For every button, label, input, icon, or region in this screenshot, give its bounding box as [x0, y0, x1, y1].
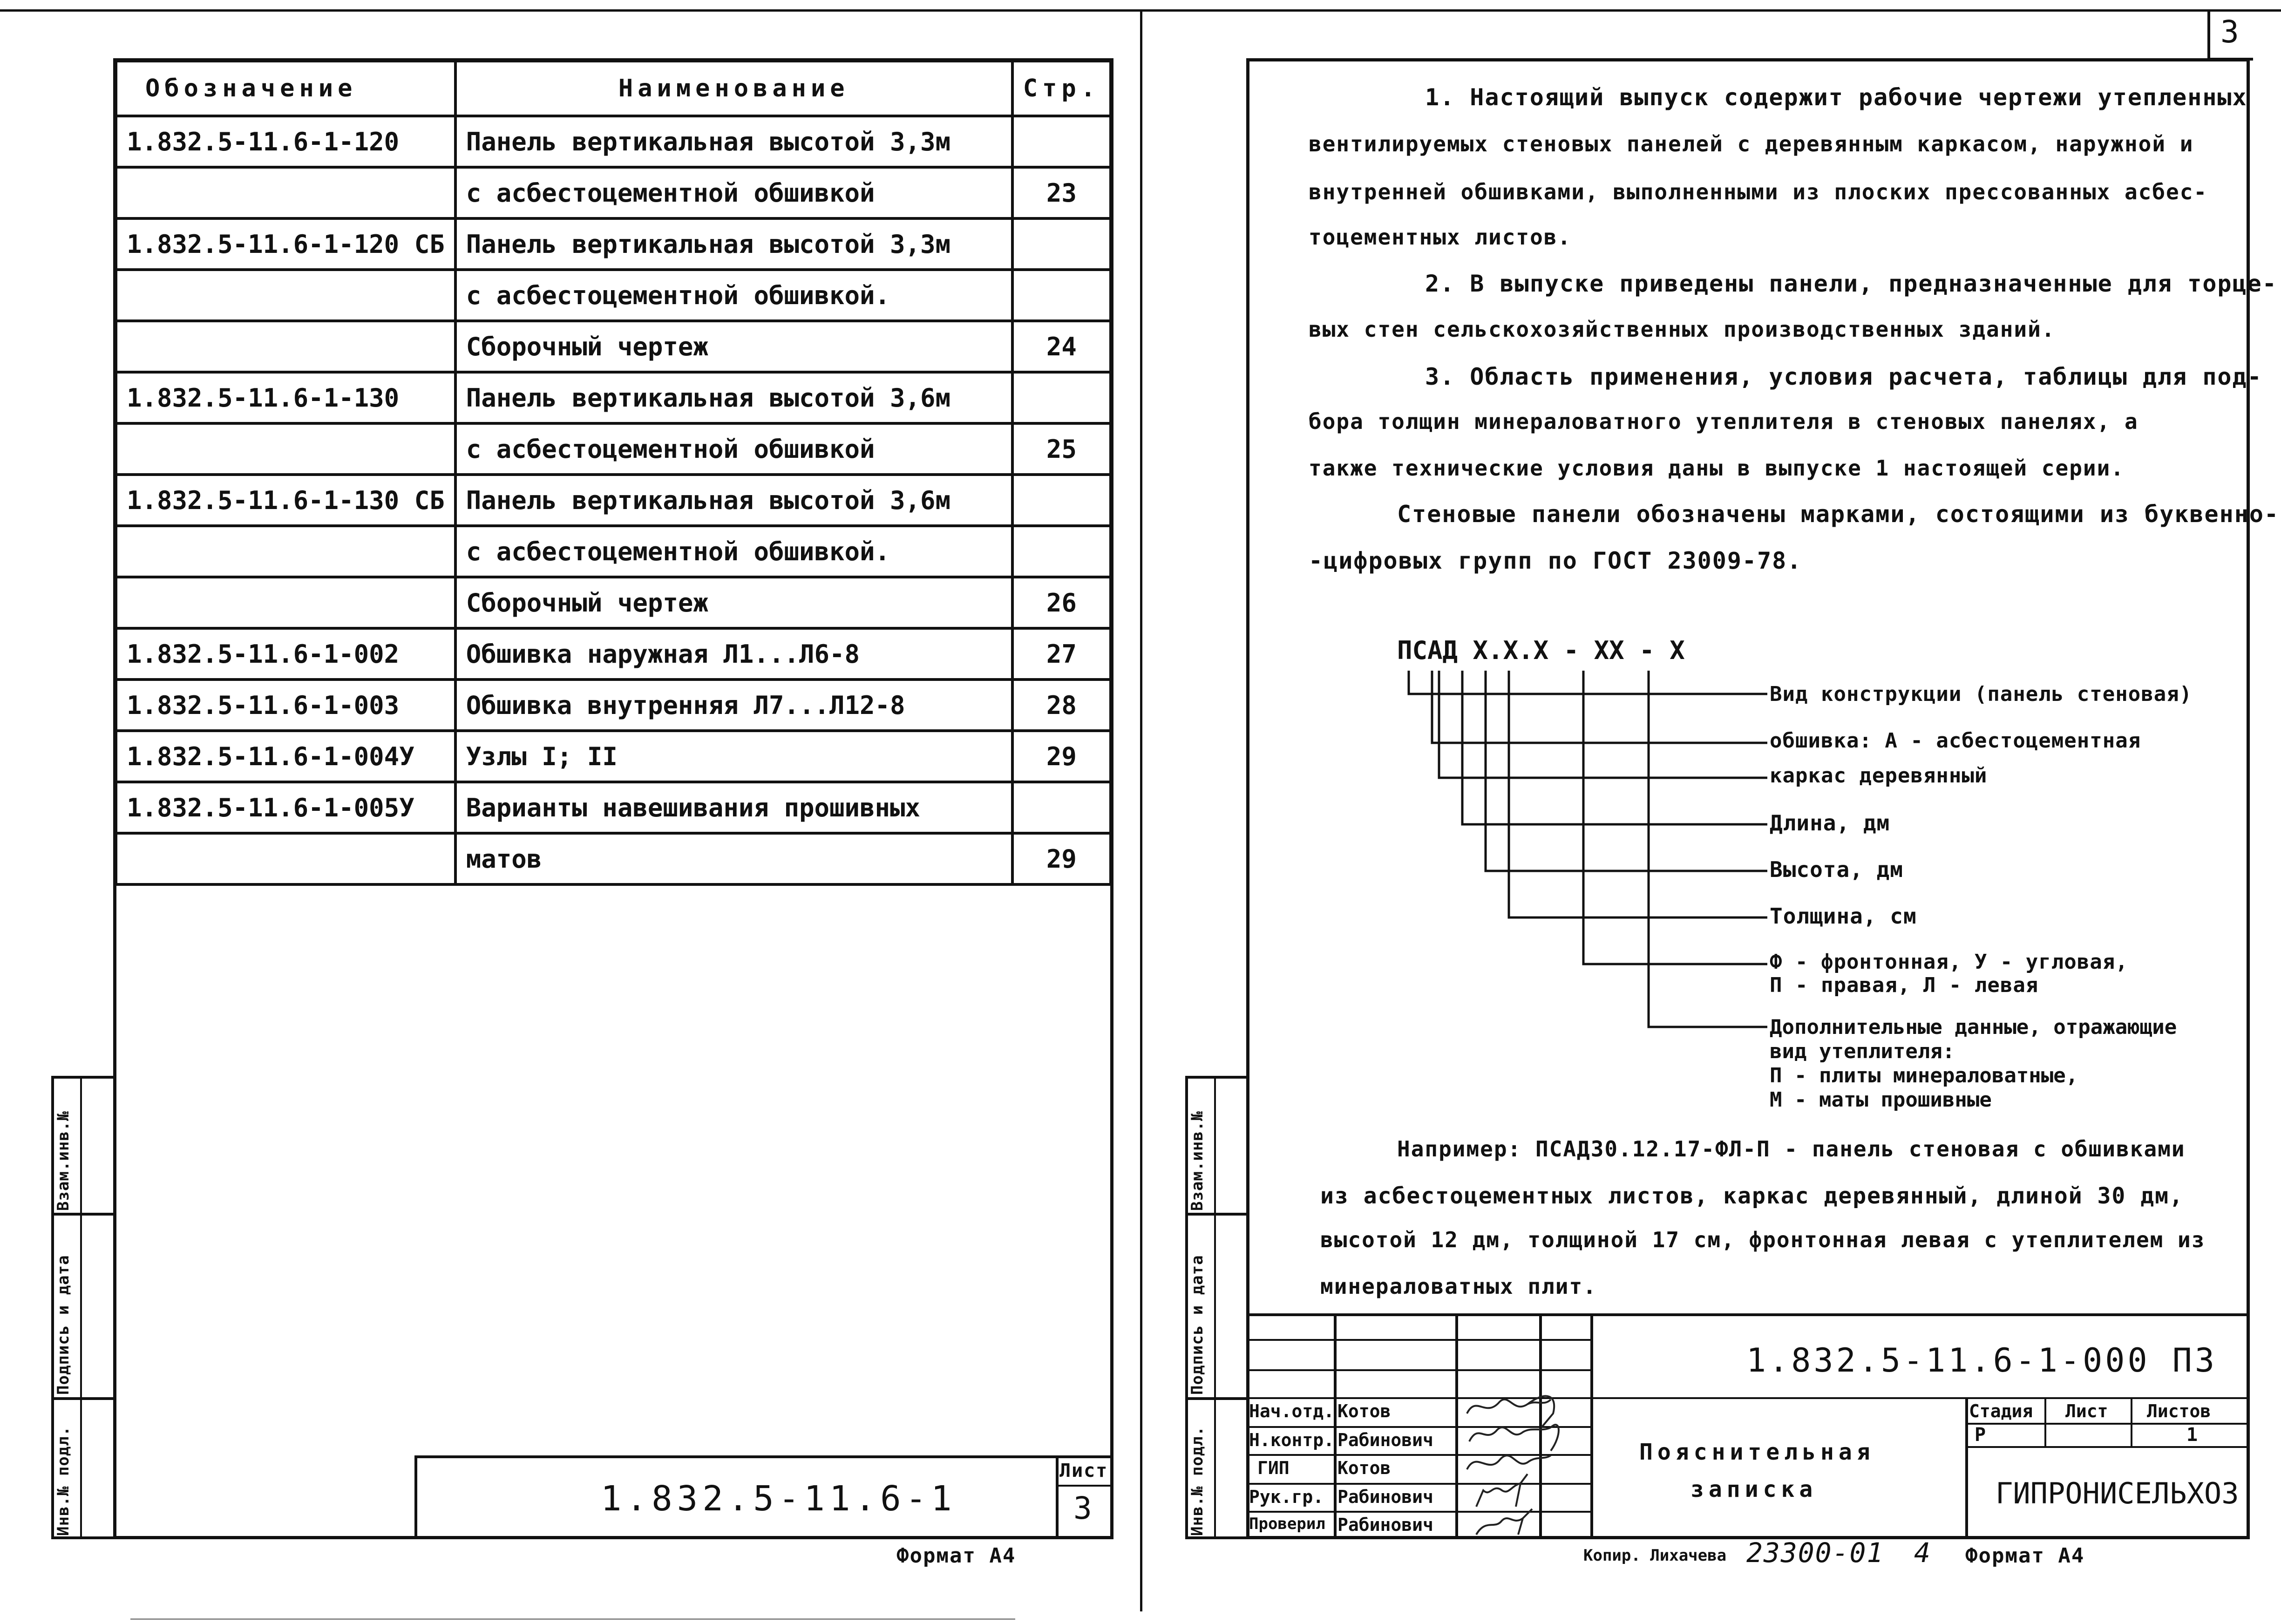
tb-title-2: записка [1690, 1476, 1818, 1502]
scheme-mark: ПСАД X.X.X - XX - X [1397, 636, 1685, 665]
table-row: 1.832.5-11.6-1-005У Варианты навешивания прошивных [116, 782, 1111, 833]
table-row: с асбестоцементной обшивкой 25 [116, 423, 1111, 475]
table-row: 1.832.5-11.6-1-002 Обшивка наружная Л1...Л6-8 27 [116, 628, 1111, 679]
order-sheet: 4 [1914, 1537, 1931, 1569]
table-row: 1.832.5-11.6-1-130 Панель вертикальная высотой 3,6м [116, 372, 1111, 423]
left-sidebar-podpis-label: Подпись и дата [54, 1255, 73, 1395]
tb-sheets-label: Листов [2147, 1401, 2211, 1421]
legend-line: Ф - фронтонная, У - угловая, [1770, 950, 2128, 974]
tb-stage-label: Стадия [1969, 1401, 2033, 1421]
legend-line: вид утеплителя: [1770, 1040, 1955, 1063]
right-format: Формат А4 [1965, 1544, 2085, 1568]
legend-line: М - маты прошивные [1770, 1088, 1992, 1112]
page-number: 3 [2220, 14, 2240, 50]
bottom-edge [130, 1618, 1015, 1620]
tb-name: Котов [1337, 1458, 1391, 1478]
tb-name: Котов [1337, 1401, 1391, 1421]
tb-role: Проверил [1249, 1515, 1325, 1533]
left-sidebar-divider [80, 1076, 82, 1539]
tb-code: 1.832.5-11.6-1-000 ПЗ [1746, 1341, 2218, 1379]
paragraph-line: Стеновые панели обозначены марками, состоящими из буквенно- [1397, 501, 2280, 528]
paragraph-line: бора толщин минераловатного утеплителя в стеновых панелях, а [1309, 409, 2138, 434]
legend-line: Дополнительные данные, отражающие [1770, 1015, 2177, 1039]
tb-stage-divider [2131, 1397, 2132, 1446]
copy-label: Копир. Лихачева [1583, 1546, 1727, 1565]
header-designation: Обозначение [116, 61, 455, 116]
tb-title-right [1965, 1397, 1968, 1539]
example-line: из асбестоцементных листов, каркас деревянный, длиной 30 дм, [1320, 1183, 2184, 1209]
tb-title-1: Пояснительная [1639, 1439, 1875, 1465]
contents-table [115, 60, 1112, 886]
left-format: Формат А4 [896, 1544, 1016, 1568]
tb-role: Рук.гр. [1249, 1487, 1324, 1507]
paragraph-line: внутренней обшивками, выполненными из плоских прессованных асбес- [1309, 179, 2208, 204]
paragraph-line: -цифровых групп по ГОСТ 23009-78. [1309, 547, 1802, 574]
tb-stage-line [1965, 1423, 2250, 1425]
paragraph-line: вых стен сельскохозяйственных производственных зданий. [1309, 317, 2056, 342]
example-line: минераловатных плит. [1320, 1274, 1597, 1299]
tb-stage-divider [2044, 1397, 2046, 1446]
right-page [1141, 0, 2281, 1624]
right-sidebar-podpis-label: Подпись и дата [1188, 1255, 1207, 1395]
table-row: матов 29 [116, 833, 1111, 884]
table-row: 1.832.5-11.6-1-004У Узлы I; II 29 [116, 731, 1111, 782]
left-stamp-sheet-line [1056, 1485, 1113, 1487]
left-stamp-code: 1.832.5-11.6-1 [601, 1479, 957, 1519]
right-sidebar-divider [1214, 1076, 1216, 1539]
tb-name: Рабинович [1337, 1430, 1433, 1450]
legend-line: П - правая, Л - левая [1770, 973, 2039, 997]
legend-line: Длина, дм [1770, 810, 1890, 836]
table-row: 1.832.5-11.6-1-120 Панель вертикальная высотой 3,3м [116, 116, 1111, 167]
legend-line: П - плиты минераловатные, [1770, 1064, 2078, 1087]
paragraph-line: 2. В выпуске приведены панели, предназначенные для торце- [1425, 270, 2277, 297]
left-sidebar-inv-label: Инв.№ подл. [54, 1426, 73, 1536]
example-line: высотой 12 дм, толщиной 17 см, фронтонная левая с утеплителем из [1320, 1227, 2206, 1252]
paragraph-line: вентилируемых стеновых панелей с деревянным каркасом, наружной и [1309, 131, 2194, 156]
header-page: Стр. [1012, 61, 1111, 116]
tb-hline [1246, 1369, 1591, 1371]
tb-org: ГИПРОНИСЕЛЬХОЗ [1996, 1476, 2239, 1510]
legend-line: Толщина, см [1770, 904, 1917, 929]
header-name: Наименование [455, 61, 1012, 116]
table-row: 1.832.5-11.6-1-130 СБ Панель вертикальная высотой 3,6м [116, 475, 1111, 526]
table-row: с асбестоцементной обшивкой. [116, 270, 1111, 321]
legend-line: Высота, дм [1770, 857, 1903, 882]
table-row: с асбестоцементной обшивкой 23 [116, 167, 1111, 218]
legend-line: каркас деревянный [1770, 764, 1988, 788]
order-no: 23300-01 [1746, 1537, 1884, 1569]
tb-stage-line [1965, 1446, 2250, 1448]
legend-line: Вид конструкции (панель стеновая) [1770, 682, 2193, 706]
paragraph-line: 1. Настоящий выпуск содержит рабочие чертежи утепленных [1425, 84, 2247, 111]
table-row: 1.832.5-11.6-1-003 Обшивка внутренняя Л7...Л12-8 28 [116, 679, 1111, 731]
right-sidebar-inv-label: Инв.№ подл. [1188, 1426, 1207, 1536]
paragraph-line: также технические условия даны в выпуске 1 настоящей серии. [1309, 455, 2125, 481]
table-row: Сборочный чертеж 26 [116, 577, 1111, 628]
tb-hline [1246, 1397, 2250, 1399]
paragraph-line: 3. Область применения, условия расчета, таблицы для под- [1425, 363, 2262, 390]
tb-sheets: 1 [2186, 1424, 2199, 1446]
example-line: Например: ПСАД30.12.17-ФЛ-П - панель стеновая с обшивками [1397, 1136, 2186, 1162]
left-sheet-number: 3 [1073, 1490, 1093, 1526]
left-stamp-divider [1056, 1455, 1059, 1539]
tb-name: Рабинович [1337, 1515, 1433, 1535]
legend-line: обшивка: А - асбестоцементная [1770, 729, 2141, 753]
tb-name: Рабинович [1337, 1487, 1433, 1507]
paragraph-line: тоцементных листов. [1309, 224, 1572, 250]
left-sheet-label: Лист [1059, 1460, 1108, 1481]
tb-sheet-label: Лист [2065, 1401, 2108, 1421]
tb-role: ГИП [1257, 1458, 1290, 1478]
table-row: Сборочный чертеж 24 [116, 321, 1111, 372]
left-sidebar-vzam-label: Взам.инв.№ [54, 1111, 73, 1211]
table-row: с асбестоцементной обшивкой. [116, 526, 1111, 577]
signatures [1458, 1386, 1597, 1539]
tb-stage: Р [1975, 1424, 1987, 1446]
tb-role: Н.контр. [1249, 1430, 1335, 1450]
right-sidebar-vzam-label: Взам.инв.№ [1188, 1111, 1207, 1211]
tb-hline [1246, 1339, 1591, 1341]
table-row: 1.832.5-11.6-1-120 СБ Панель вертикальная высотой 3,3м [116, 218, 1111, 270]
tb-role: Нач.отд. [1249, 1401, 1335, 1421]
table-header-row [116, 61, 1111, 116]
